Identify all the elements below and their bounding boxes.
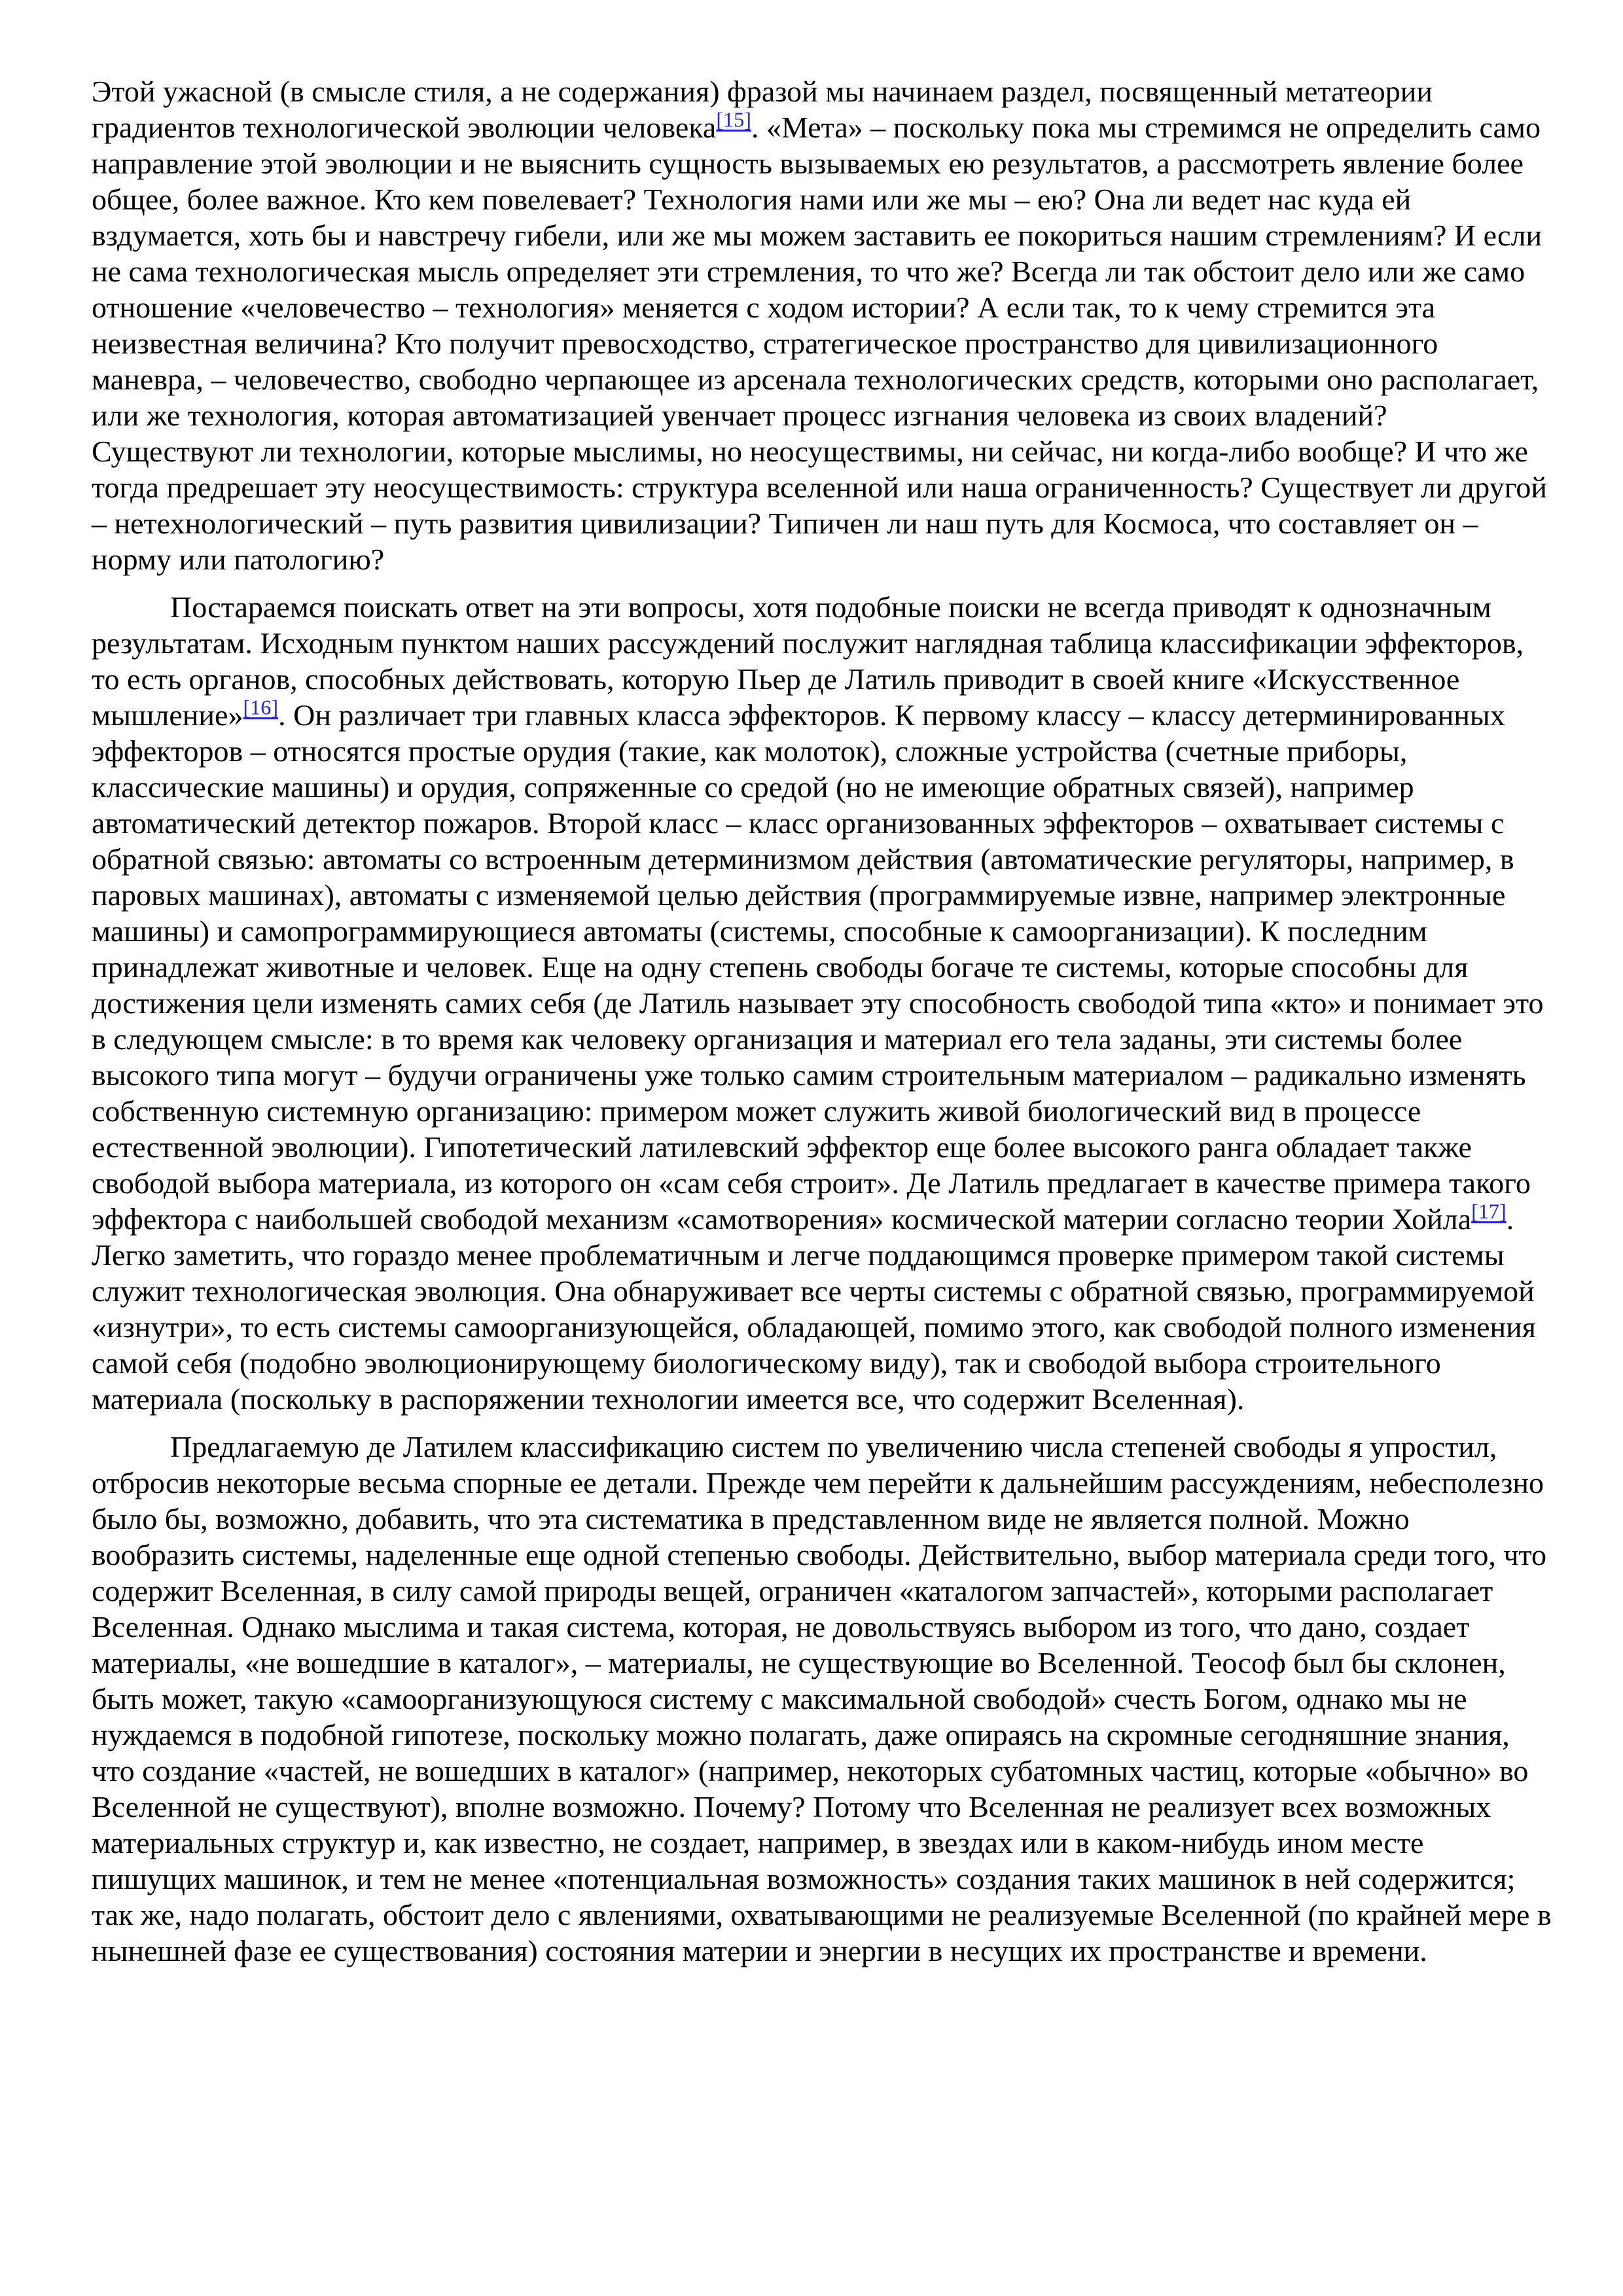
text-run: . Он различает три главных класса эффекторов. К первому классу – классу детерминированных эффекторов – относятся простые орудия (такие, как молоток), сложные устройства (счетные приборы, классические машины) и орудия, сопряженные со средой (но не имеющие обратных связей), например автоматический детектор пожаров. Второй класс – класс организованных эффекторов – охватывает системы с обратной связью: автоматы со встроенным детерминизмом действия (автоматические регуляторы, например, в паровых машинах), автоматы с изменяемой целью действия (программируемые извне, например электронные машины) и самопрограммирующиеся автоматы (системы, способные к самоорганизации). К последним принадлежат животные и человек. Еще на одну степень свободы богаче те системы, которые способны для достижения цели изменять самих себя (де Латиль называет эту способность свободой типа «кто» и понимает это в следующем смысле: в то время как человеку организация и материал его тела заданы, эти системы более высокого типа могут – будучи ограничены уже только самим строительным материалом – радикально изменять собственную системную организацию: примером может служить живой биологический вид в процессе естественной эволюции). Гипотетический латилевский эффектор еще более высокого ранга обладает также свободой выбора материала, из которого он «сам себя строит». Де Латиль предлагает в качестве примера такого эффектора с наибольшей свободой механизм «самотворения» космической материи согласно теории Хойла	[92, 698, 1544, 1236]
footnote-superscript	[716, 108, 751, 132]
text-run: Постараемся поискать ответ на эти вопросы, хотя подобные поиски не всегда приводят к однозначным результатам. Исходным пунктом наших рассуждений послужит наглядная таблица классификации эффекторов, то есть органов, способных действовать, которую Пьер де Латиль приводит в своей книге «Искусственное мышление»	[92, 590, 1524, 732]
footnote-link-15[interactable]: [15]	[716, 107, 751, 132]
text-run: Предлагаемую де Латилем классификацию систем по увеличению числа степеней свободы я упростил, отбросив некоторые весьма спорные ее детали. Прежде чем перейти к дальнейшим рассуждениям, небесполезно было бы, возможно, добавить, что эта систематика в представленном виде не является полной. Можно вообразить системы, наделенные еще одной степенью свободы. Действительно, выбор материала среди того, что содержит Вселенная, в силу самой природы вещей, ограничен «каталогом запчастей», которыми располагает Вселенная. Однако мыслима и такая система, которая, не довольствуясь выбором из того, что дано, создает материалы, «не вошедшие в каталог», – материалы, не существующие во Вселенной. Теософ был бы склонен, быть может, такую «самоорганизующуюся систему с максимальной свободой» счесть Богом, однако мы не нуждаемся в подобной гипотезе, поскольку можно полагать, даже опираясь на скромные сегодняшние знания, что создание «частей, не вошедших в каталог» (например, некоторых субатомных частиц, которые «обычно» во Вселенной не существуют), вполне возможно. Почему? Потому что Вселенная не реализует всех возможных материальных структур и, как известно, не создает, например, в звездах или в каком-нибудь ином месте пишущих машинок, и тем не менее «потенциальная возможность» создания таких машинок в ней содержится; так же, надо полагать, обстоит дело с явлениями, охватывающими не реализуемые Вселенной (по крайней мере в нынешней фазе ее существования) состояния материи и энергии в несущих их пространстве и времени.	[92, 1430, 1552, 1967]
text-run: . «Мета» – поскольку пока мы стремимся не определить само направление этой эволюции и не выяснить сущность вызываемых ею результатов, а рассмотреть явление более общее, более важное. Кто кем повелевает? Технология нами или же мы – ею? Она ли ведет нас куда ей вздумается, хоть бы и навстречу гибели, или же мы можем заставить ее покориться нашим стремлениям? И если не сама технологическая мысль определяет эти стремления, то что же? Всегда ли так обстоит дело или же само отношение «человечество – технология» меняется с ходом истории? А если так, то к чему стремится эта неизвестная величина? Кто получит превосходство, стратегическое пространство для цивилизационного маневра, – человечество, свободно черпающее из арсенала технологических средств, которыми оно располагает, или же технология, которая автоматизацией увенчает процесс изгнания человека из своих владений? Существуют ли технологии, которые мыслимы, но неосуществимы, ни сейчас, ни когда-либо вообще? И что же тогда предрешает эту неосуществимость: структура вселенной или наша ограниченность? Существует ли другой – нетехнологический – путь развития цивилизации? Типичен ли наш путь для Космоса, что составляет он – норму или патологию?	[92, 111, 1548, 576]
footnote-link-17[interactable]: [17]	[1471, 1199, 1507, 1223]
footnote-link-16[interactable]: [16]	[243, 695, 279, 719]
text-run: Этой ужасной (в смысле стиля, а не содержания) фразой мы начинаем раздел, посвященный метатеории градиентов технологической эволюции человека	[92, 75, 1433, 144]
paragraph	[92, 589, 1552, 1417]
paragraph	[92, 73, 1552, 577]
text-run: . Легко заметить, что гораздо менее проблематичным и легче поддающимся проверке примером такой системы служит технологическая эволюция. Она обнаруживает все черты системы с обратной связью, программируемой «изнутри», то есть системы самоорганизующейся, обладающей, помимо этого, как свободой полного изменения самой себя (подобно эволюционирующему биологическому виду), так и свободой выбора строительного материала (поскольку в распоряжении технологии имеется все, что содержит Вселенная).	[92, 1202, 1536, 1416]
paragraph	[92, 1429, 1552, 1969]
footnote-superscript	[1471, 1200, 1507, 1223]
footnote-superscript	[243, 696, 278, 719]
text-column	[92, 73, 1552, 1969]
